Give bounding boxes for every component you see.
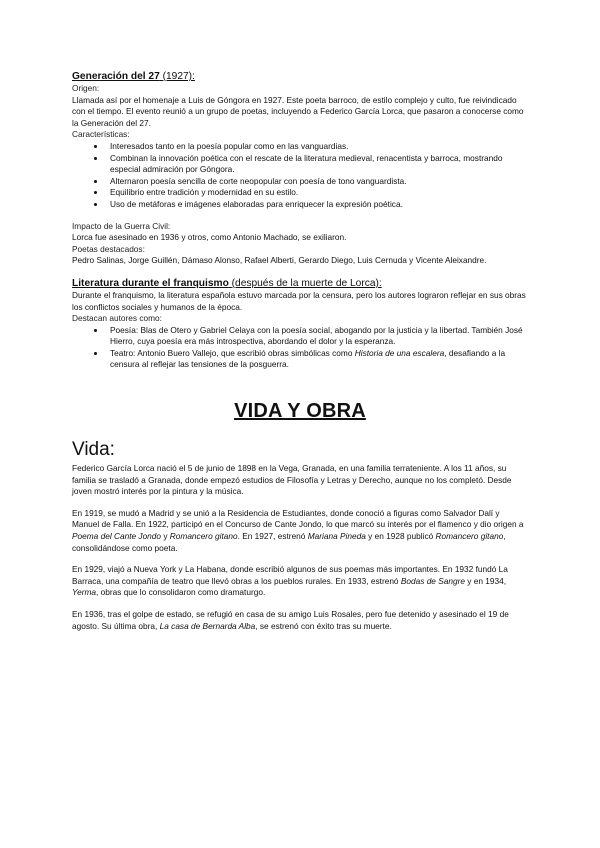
civil-war-text: Lorca fue asesinado en 1936 y otros, como Antonio Machado, se exiliaron. (72, 232, 347, 243)
list-item: • Alternaron poesía sencilla de corte neopopular con poesía de tono vanguardista. (106, 176, 528, 188)
list-item: • Uso de metáforas e imágenes elaboradas para enriquecer la expresión poética. (106, 199, 528, 211)
characteristics-label: Características: (72, 129, 130, 140)
characteristics-list (72, 141, 528, 211)
list-item: • Teatro: Antonio Buero Vallejo, que escribió obras simbólicas como Historia de una escalera, desafiando a la censura al reflejar las tensiones de la posguerra. (106, 348, 528, 371)
franquismo-heading-note: (después de la muerte de Lorca): (231, 277, 382, 289)
vida-paragraph-2: En 1919, se mudó a Madrid y se unió a la Residencia de Estudiantes, donde conoció a figuras como Salvador Dalí y Manuel de Falla. En 1922, participó en el Concurso de Cante Jondo, lo que marcó su interés por el flamenco y dio origen a Poema del Cante Jondo y Romancero gitano. En 1927, estrenó Mariana Pineda y en 1928 publicó Romancero gitano, consolidándose como poeta. (72, 507, 524, 553)
main-title: VIDA Y OBRA (234, 400, 366, 423)
poets-text: Pedro Salinas, Jorge Guillén, Dámaso Alonso, Rafael Alberti, Gerardo Diego, Luis Cernuda y Vicente Aleixandre. (72, 255, 487, 266)
poets-label: Poetas destacados: (72, 243, 145, 254)
authors-list (72, 325, 528, 371)
list-item: • Poesía: Blas de Otero y Gabriel Celaya con la poesía social, abogando por la justicia y la libertad. También José Hierro, cuya poesía era más introspectiva, abordando el dolor y la esperanza. (106, 325, 528, 348)
franquismo-heading: Literatura durante el franquismo (después de la muerte de Lorca): (72, 277, 382, 289)
document-page (72, 70, 528, 632)
list-item: • Combinan la innovación poética con el rescate de la literatura medieval, renacentista y barroca, mostrando especial admiración por Góngora. (106, 153, 528, 176)
vida-paragraph-4: En 1936, tras el golpe de estado, se refugió en casa de su amigo Luis Rosales, pero fue detenido y asesinado el 19 de agosto. Su última obra, La casa de Bernarda Alba, se estrenó con éxito tras su muerte. (72, 609, 509, 631)
gen27-heading: Generación del 27 (1927): (72, 71, 195, 82)
list-item: • Interesados tanto en la poesía popular como en las vanguardias. (106, 141, 528, 153)
list-item: • Equilibrio entre tradición y modernidad en su estilo. (106, 187, 528, 199)
franquismo-intro: Durante el franquismo, la literatura española estuvo marcada por la censura, pero los autores lograron reflejar en sus obras los conflictos sociales y humanos de la época. (72, 289, 526, 312)
gen27-heading-date: (1927): (162, 71, 195, 82)
civil-war-label: Impacto de la Guerra Civil: (72, 220, 171, 231)
vida-heading: Vida: (72, 439, 115, 461)
authors-label: Destacan autores como: (72, 313, 162, 324)
origin-label: Origen: (72, 83, 100, 93)
origin-text: Llamada así por el homenaje a Luis de Góngora en 1927. Este poeta barroco, de estilo complejo y culto, fue reivindicado con el tiempo. El evento reunió a un grupo de poetas, incluyendo a Federico García Lorca, que pasaron a conocerse como la Generación del 27. (72, 94, 524, 128)
vida-paragraph-1: Federico García Lorca nació el 5 de junio de 1898 en la Vega, Granada, en una familia terrateniente. A los 11 años, su familia se trasladó a Granada, donde empezó estudios de Filosofía y Letras y Derecho, aunque no los completó. Desde joven mostró interés por la pintura y la música. (72, 463, 512, 497)
vida-paragraph-3: En 1929, viajó a Nueva York y La Habana, donde escribió algunos de sus poemas más importantes. En 1932 fundó La Barraca, una compañía de teatro que llevó obras a los pueblos rurales. En 1933, estrenó Bodas de Sangre y en 1934, Yerma, obras que lo consolidaron como dramaturgo. (72, 564, 508, 598)
